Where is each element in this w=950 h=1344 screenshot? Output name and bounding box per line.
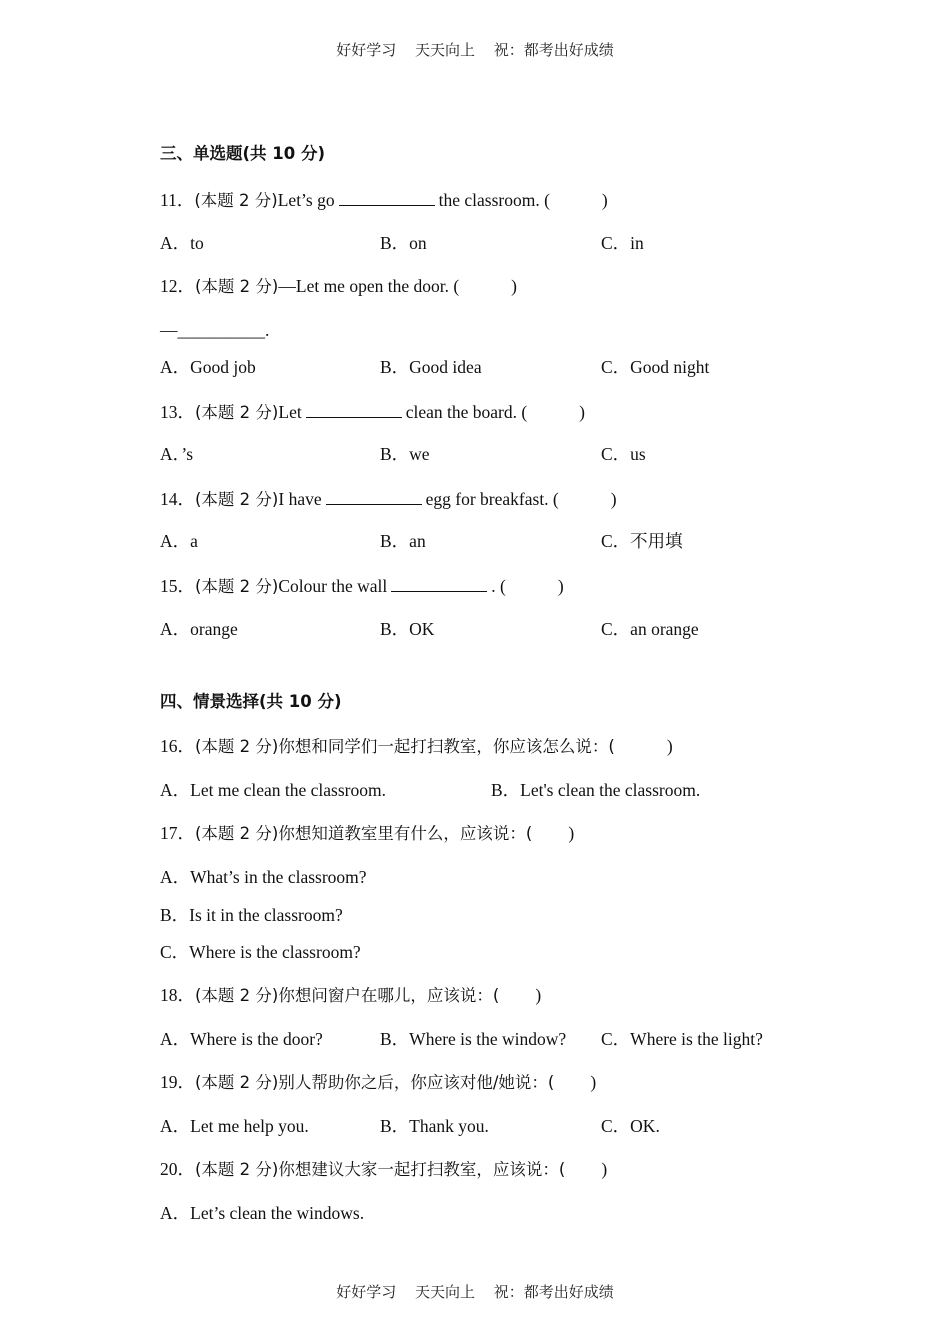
paren-close: ) bbox=[601, 190, 608, 210]
question-score-tag: (本题 2 分) bbox=[195, 1160, 279, 1179]
question-11 bbox=[160, 188, 608, 212]
question-20 bbox=[160, 1158, 607, 1181]
page-footer bbox=[0, 1281, 950, 1302]
question-16 bbox=[160, 735, 673, 758]
q15-option-a[interactable]: A．orange bbox=[160, 619, 238, 639]
q15-option-b[interactable]: B．OK bbox=[380, 619, 435, 639]
q11-option-a[interactable]: A．to bbox=[160, 233, 204, 253]
question-14 bbox=[160, 487, 617, 511]
paren-close: ) bbox=[557, 576, 564, 596]
question-text: 你想和同学们一起打扫教室，你应该怎么说：( bbox=[278, 737, 615, 756]
question-score-tag: (本题 2 分) bbox=[195, 986, 279, 1005]
footer-motto-3: 祝：都考出好成绩 bbox=[493, 1283, 614, 1301]
question-15 bbox=[160, 574, 564, 598]
q19-option-c[interactable]: C．OK. bbox=[601, 1116, 660, 1136]
q12-option-b[interactable]: B．Good idea bbox=[380, 357, 482, 377]
question-text: 你想建议大家一起打扫教室，应该说：( bbox=[278, 1160, 566, 1179]
question-number: 19． bbox=[160, 1072, 195, 1092]
question-number: 11． bbox=[160, 190, 195, 210]
q15-option-c[interactable]: C．an orange bbox=[601, 619, 699, 639]
question-text: Colour the wall bbox=[278, 576, 388, 596]
q14-option-a[interactable]: A．a bbox=[160, 531, 198, 551]
question-number: 17． bbox=[160, 823, 195, 843]
paren-close: ) bbox=[535, 985, 542, 1005]
q14-option-b[interactable]: B．an bbox=[380, 531, 426, 551]
header-motto-1: 好好学习 bbox=[336, 41, 397, 59]
question-score-tag: (本题 2 分) bbox=[195, 490, 279, 509]
q16-option-b[interactable]: B．Let's clean the classroom. bbox=[491, 780, 701, 800]
q17-option-a[interactable]: A．What’s in the classroom? bbox=[160, 867, 367, 887]
q17-option-c[interactable]: C．Where is the classroom? bbox=[160, 942, 361, 962]
question-12 bbox=[160, 275, 517, 298]
question-number: 15． bbox=[160, 576, 195, 596]
q12-option-a[interactable]: A．Good job bbox=[160, 357, 256, 377]
q11-option-b[interactable]: B．on bbox=[380, 233, 427, 253]
question-text: Let’s go bbox=[277, 190, 335, 210]
page-header bbox=[0, 39, 950, 60]
q11-option-c[interactable]: C．in bbox=[601, 233, 644, 253]
q20-option-a[interactable]: A．Let’s clean the windows. bbox=[160, 1203, 365, 1223]
q19-option-b[interactable]: B．Thank you. bbox=[380, 1116, 489, 1136]
question-text: —Let me open the door. ( bbox=[278, 276, 460, 296]
footer-motto-1: 好好学习 bbox=[336, 1283, 397, 1301]
q16-option-a[interactable]: A．Let me clean the classroom. bbox=[160, 780, 386, 800]
answer-blank[interactable] bbox=[391, 574, 487, 592]
paren-close: ) bbox=[579, 402, 585, 422]
section-3-title: 三、单选题(共 10 分) bbox=[160, 144, 326, 163]
question-score-tag: (本题 2 分) bbox=[195, 577, 279, 596]
question-text: Let bbox=[278, 402, 302, 422]
q12-reply-line: —__________. bbox=[160, 320, 270, 340]
question-text: 别人帮助你之后，你应该对他/她说：( bbox=[278, 1073, 555, 1092]
question-text-tail: . ( bbox=[491, 576, 506, 596]
question-number: 12． bbox=[160, 276, 195, 296]
question-text: I have bbox=[278, 489, 322, 509]
q12-option-c[interactable]: C．Good night bbox=[601, 357, 710, 377]
answer-blank[interactable] bbox=[306, 400, 402, 418]
question-score-tag: (本题 2 分) bbox=[195, 824, 279, 843]
q18-option-c[interactable]: C．Where is the light? bbox=[601, 1029, 763, 1049]
question-13 bbox=[160, 400, 585, 424]
q19-option-a[interactable]: A．Let me help you. bbox=[160, 1116, 309, 1136]
question-number: 13． bbox=[160, 402, 195, 422]
question-17 bbox=[160, 822, 574, 845]
paren-close: ) bbox=[601, 1159, 608, 1179]
question-number: 14． bbox=[160, 489, 195, 509]
section-4-title: 四、情景选择(共 10 分) bbox=[160, 692, 342, 711]
q13-option-a[interactable]: A．’s bbox=[160, 444, 194, 464]
question-text-tail: the classroom. ( bbox=[438, 190, 550, 210]
header-motto-3: 祝：都考出好成绩 bbox=[493, 41, 614, 59]
q18-option-a[interactable]: A．Where is the door? bbox=[160, 1029, 323, 1049]
paren-close: ) bbox=[568, 823, 575, 843]
question-score-tag: (本题 2 分) bbox=[195, 277, 279, 296]
question-number: 20． bbox=[160, 1159, 195, 1179]
question-score-tag: (本题 2 分) bbox=[195, 737, 279, 756]
answer-blank[interactable] bbox=[339, 188, 435, 206]
question-number: 18． bbox=[160, 985, 195, 1005]
question-text-tail: clean the board. ( bbox=[405, 402, 528, 422]
question-text: 你想问窗户在哪儿，应该说：( bbox=[278, 986, 500, 1005]
q14-option-c[interactable]: C．不用填 bbox=[601, 531, 683, 551]
question-score-tag: (本题 2 分) bbox=[194, 191, 278, 210]
question-text-tail: egg for breakfast. ( bbox=[425, 489, 559, 509]
question-text: 你想知道教室里有什么，应该说：( bbox=[278, 824, 533, 843]
question-number: 16． bbox=[160, 736, 195, 756]
q13-option-b[interactable]: B．we bbox=[380, 444, 430, 464]
question-score-tag: (本题 2 分) bbox=[195, 403, 279, 422]
q18-option-b[interactable]: B．Where is the window? bbox=[380, 1029, 567, 1049]
q17-option-b[interactable]: B．Is it in the classroom? bbox=[160, 905, 343, 925]
header-motto-2: 天天向上 bbox=[414, 41, 475, 59]
question-score-tag: (本题 2 分) bbox=[195, 1073, 279, 1092]
q13-option-c[interactable]: C．us bbox=[601, 444, 646, 464]
paren-close: ) bbox=[590, 1072, 597, 1092]
footer-motto-2: 天天向上 bbox=[414, 1283, 475, 1301]
question-19 bbox=[160, 1071, 596, 1094]
paren-close: ) bbox=[666, 736, 673, 756]
paren-close: ) bbox=[511, 276, 517, 296]
answer-blank[interactable] bbox=[326, 487, 422, 505]
question-18 bbox=[160, 984, 541, 1007]
paren-close: ) bbox=[610, 489, 617, 509]
